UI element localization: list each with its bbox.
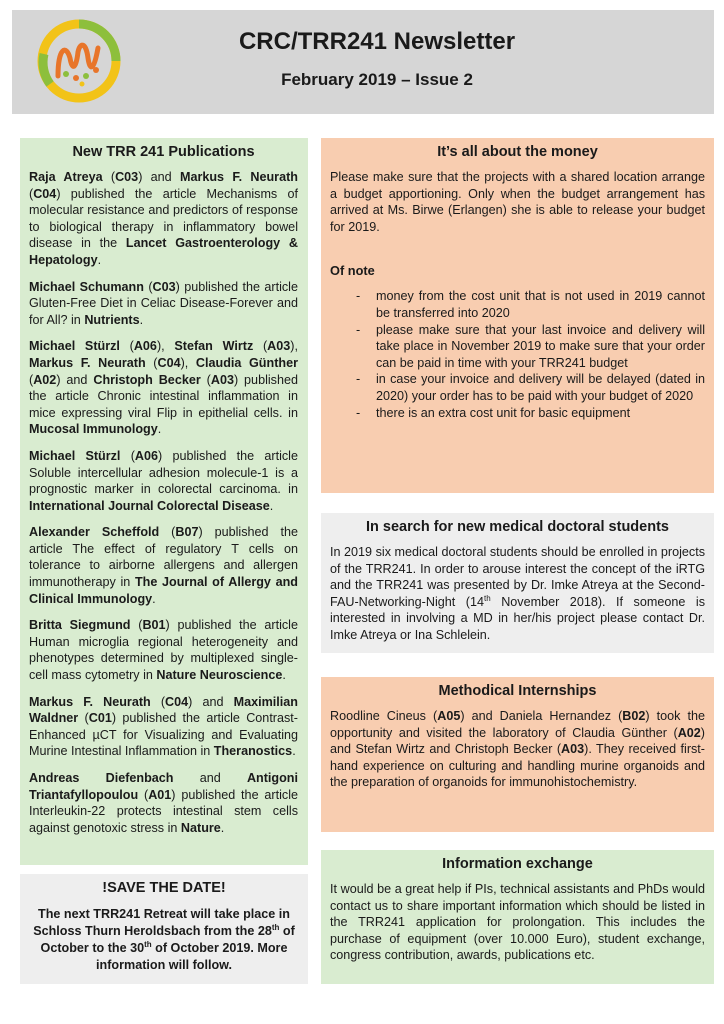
doctoral-text-run: In 2019 six medical doctoral students should be enrolled in projects of the TRR241. In order to arouse interest the concept of the iRTG and the TRR241 was presented by Dr. Imke Atreya at the Second-FAU-Networking-Night (14 <box>330 545 705 609</box>
publication-text: Britta Siegmund <box>29 618 131 633</box>
publication-text: ) published the article The effect of regulatory T cells on tolerance to airborne allergens and allergen immunotherapy in <box>29 525 298 590</box>
internships-section <box>321 677 714 832</box>
publication-text: ), <box>156 339 175 354</box>
doctoral-students-text <box>330 544 705 644</box>
doctoral-text-run: th <box>484 593 491 603</box>
information-exchange-heading: Information exchange <box>442 856 593 872</box>
publication-text: ( <box>150 694 166 709</box>
internships-text-run: ) and Stefan Wirtz and Christoph Becker ( <box>330 725 705 757</box>
publication-text: Markus F. Neurath <box>29 355 146 370</box>
publication-text: and <box>173 771 247 785</box>
of-note-heading: Of note <box>330 263 375 279</box>
publication-text: . <box>97 252 102 267</box>
publication-text: ( <box>102 170 116 184</box>
publication-text: ) published the article Soluble intercellular adhesion molecule-1 is a prognostic marker in colorectal carcinoma. in <box>29 448 298 497</box>
internships-text-run: ) took the opportunity and visited the laboratory of Claudia Günther ( <box>330 709 705 740</box>
publication-text: Claudia Günther <box>195 355 298 370</box>
publication-text: ) published the article Chronic intestinal inflammation in mice expressing viral Flip in epithelial cells. in <box>29 372 298 420</box>
doctoral-students-heading: In search for new medical doctoral students <box>366 519 669 535</box>
note-item: - in case your invoice and delivery will be delayed (dated in 2020) your order has to be paid with your budget of 2020 <box>356 371 705 404</box>
information-exchange-section <box>321 850 714 984</box>
publication-text: . <box>152 591 156 606</box>
money-section <box>321 138 714 493</box>
publication-text: Andreas Diefenbach <box>29 771 174 785</box>
publication-text: . <box>220 820 225 835</box>
publication-text: Nature Neuroscience <box>156 668 283 683</box>
publication-text: ) published the article Contrast-Enhanced µCT for Visualizing and Evaluating Murine Intestinal Inflammation in <box>29 711 298 759</box>
doctoral-students-section <box>321 513 714 653</box>
newsletter-header <box>12 10 714 114</box>
publication-entry <box>29 694 298 760</box>
publication-text: C03 <box>152 279 176 294</box>
publication-text: Michael Schumann <box>29 279 144 294</box>
publication-text: ( <box>200 372 211 387</box>
publication-text: A03 <box>210 372 234 387</box>
publication-text: . <box>139 312 144 327</box>
publication-text: Michael Stürzl <box>29 448 121 463</box>
publication-text: C04 <box>157 355 181 370</box>
publication-entry <box>29 524 298 607</box>
save-the-date-run: The next TRR241 Retreat will take place in Schloss Thurn Heroldsbach from the 28 <box>33 907 290 938</box>
publication-text: ) published the article Human microglia regional heterogeneity and phenotypes determined by multiplexed single-cell mass cytometry in <box>29 618 298 683</box>
save-the-date-heading: !SAVE THE DATE! <box>102 880 226 896</box>
publication-text: Alexander Scheffold <box>29 525 160 540</box>
note-list <box>330 288 705 421</box>
publication-text: Michael Stürzl <box>29 339 120 354</box>
publication-text: ( <box>119 339 134 354</box>
money-text: Please make sure that the projects with a shared location arrange a budget apportioning. Only when the budget arrangement has arrived at Ms. Birwe (Erlangen) she is able to release your budget for 2019. <box>330 170 705 234</box>
internships-text-run: A03 <box>561 742 585 757</box>
internships-text-run: A05 <box>437 709 461 723</box>
publication-text: . <box>282 668 286 683</box>
publication-text: ), <box>180 355 196 370</box>
publication-text: C04 <box>165 694 189 709</box>
publication-text: ( <box>143 279 153 294</box>
publication-text: Nutrients <box>84 312 140 327</box>
save-the-date-text <box>28 906 300 974</box>
save-the-date-run: th <box>271 922 280 932</box>
publication-entry <box>29 279 298 329</box>
newsletter-title: CRC/TRR241 Newsletter <box>238 28 516 55</box>
publication-text: Stefan Wirtz <box>174 339 254 354</box>
publication-list <box>29 169 298 836</box>
publication-text: ) and <box>138 170 180 184</box>
publication-text: Markus F. Neurath <box>29 694 151 709</box>
publication-text: B07 <box>175 525 199 540</box>
publication-text: ( <box>138 787 149 802</box>
save-the-date-run: th <box>144 939 152 949</box>
internships-text-run: B02 <box>622 709 646 723</box>
publication-text: ) published the article Gluten-Free Diet in Celiac Disease-Forever and for All? in <box>29 279 298 327</box>
internships-text-run: A02 <box>677 725 701 740</box>
publication-text: Markus F. Neurath <box>179 170 298 184</box>
publication-entry <box>29 448 298 514</box>
publication-text: ( <box>29 186 34 201</box>
publications-heading: New TRR 241 Publications <box>72 144 255 160</box>
publication-text: Antigoni Triantafyllopoulou <box>29 771 298 802</box>
publication-text: Raja Atreya <box>29 170 103 184</box>
publication-text: C03 <box>115 170 139 184</box>
publication-text: Mucosal Immunology <box>29 422 158 437</box>
publication-text: ( <box>130 618 143 633</box>
publication-text: ), <box>290 339 298 354</box>
doctoral-text-run: November 2018). If someone is interested in involving a MD in her/his project please contact Dr. Imke Atreya or Ina Schlelein. <box>330 594 705 642</box>
publication-text: Lancet Gastroenterology & Hepatology <box>29 236 298 267</box>
internships-text-run: Roodline Cineus ( <box>330 709 438 723</box>
publications-section <box>20 138 308 865</box>
publication-text: C04 <box>33 186 57 201</box>
money-heading: It’s all about the money <box>437 144 598 160</box>
publication-text: Theranostics <box>213 744 293 759</box>
save-the-date-run: of October 2019. More information will follow. <box>96 941 288 972</box>
publication-entry <box>29 338 298 438</box>
publication-text: C01 <box>88 711 112 726</box>
publication-text: A06 <box>133 339 157 354</box>
publication-text: ) and <box>188 694 234 709</box>
publication-text: A01 <box>148 787 172 802</box>
publication-text: Christoph Becker <box>93 372 201 387</box>
internships-text <box>330 708 705 791</box>
publication-text: Nature <box>180 820 221 835</box>
publication-text: ) published the article Interleukin-22 protects intestinal stem cells against genotoxic stress in <box>29 787 298 835</box>
publication-text: International Journal Colorectal Disease <box>29 498 270 513</box>
note-item: - money from the cost unit that is not used in 2019 cannot be transferred into 2020 <box>356 288 705 321</box>
publication-text: ( <box>145 355 158 370</box>
publication-entry <box>29 617 298 683</box>
publication-text: Maximilian Waldner <box>29 694 298 726</box>
publication-text: ( <box>253 339 268 354</box>
save-the-date-section <box>20 874 308 984</box>
save-the-date-run: of October to the 30 <box>40 924 295 955</box>
publication-text: The Journal of Allergy and Clinical Immunology <box>29 575 298 606</box>
publication-text: A02 <box>33 372 57 387</box>
publication-text: ( <box>78 711 89 726</box>
publication-entry <box>29 770 298 836</box>
publication-text: A03 <box>267 339 291 354</box>
information-exchange-text: It would be a great help if PIs, technical assistants and PhDs would contact us to share important information which should be listed in the TRR241 application for prolongation. This includes the purchase of equipment (over 10.000 Euro), student exchange, congress contribution, awards, publications etc. <box>330 882 705 963</box>
note-item: - there is an extra cost unit for basic equipment <box>356 405 705 422</box>
publication-text: B01 <box>142 618 166 633</box>
publication-text: . <box>292 744 296 759</box>
publication-text: ( <box>159 525 176 540</box>
note-item: - please make sure that your last invoice and delivery will take place in November 2019 to make sure that your order can be paid in time with your TRR241 budget <box>356 322 705 372</box>
publication-text: ( <box>29 372 34 387</box>
publication-text: ) and <box>56 372 94 387</box>
internships-text-run: ) and Daniela Hernandez ( <box>460 709 623 723</box>
internships-heading: Methodical Internships <box>438 683 597 699</box>
publication-text: A06 <box>134 448 158 463</box>
publication-text: . <box>269 498 274 513</box>
internships-text-run: ). They received first-hand experience on culturing and handling murine organoids and the preparation of organoids for immunohistochemistry. <box>330 742 706 790</box>
newsletter-issue: February 2019 – Issue 2 <box>281 70 473 89</box>
publication-text: ) published the article Mechanisms of molecular resistance and predictors of response to biological therapy in inflammatory bowel disease in the <box>29 186 298 251</box>
publication-entry <box>29 169 298 269</box>
publication-text: ( <box>120 448 135 463</box>
publication-text: . <box>157 422 162 437</box>
